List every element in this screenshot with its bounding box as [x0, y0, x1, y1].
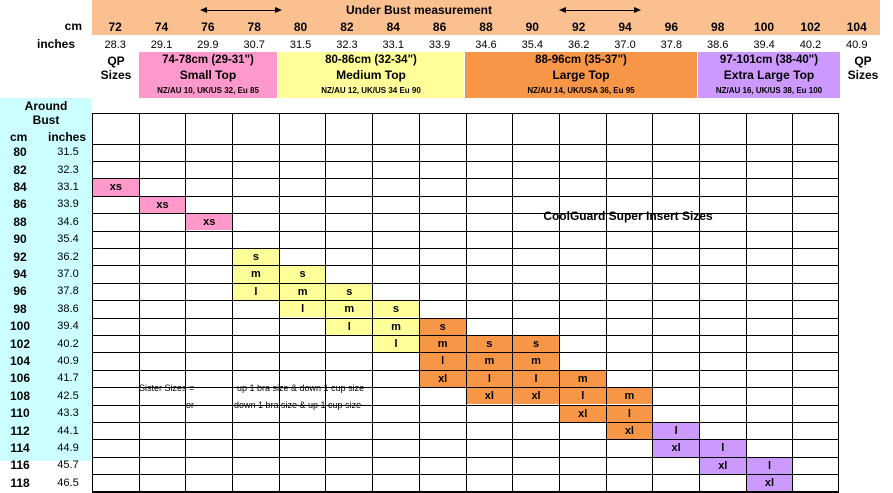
grid-vline [746, 113, 747, 492]
around-bust-inches-label: inches [48, 130, 87, 144]
grid-vline [139, 113, 140, 492]
around-bust-cm-value: 96 [13, 284, 27, 299]
grid-hline [92, 335, 839, 336]
around-bust-cm-value: 84 [13, 179, 27, 194]
under-bust-inch-value: 32.3 [336, 38, 358, 51]
around-bust-cm-label: cm [10, 130, 28, 144]
under-bust-cm-value: 88 [479, 20, 493, 34]
around-bust-inch-value: 43.3 [57, 407, 79, 420]
insert-size-mark: s [373, 301, 419, 317]
around-bust-inch-value: 44.1 [57, 424, 79, 437]
qp-label-top: QP [107, 54, 125, 68]
grid-hline [92, 474, 839, 475]
under-bust-inch-value: 28.3 [104, 38, 126, 51]
around-bust-cm-value: 102 [9, 336, 31, 351]
around-bust-cm-value: 116 [10, 458, 30, 473]
grid-vline [232, 113, 233, 492]
under-bust-title: Under Bust measurement [345, 3, 493, 17]
insert-size-mark: xs [186, 214, 232, 230]
insert-size-mark: m [326, 301, 372, 317]
under-bust-cm-value: 94 [618, 20, 632, 34]
around-bust-cm-value: 98 [13, 301, 27, 316]
grid-hline [92, 422, 839, 423]
insert-size-mark: l [280, 301, 326, 317]
insert-size-mark: m [513, 353, 559, 369]
around-bust-cm-value: 108 [9, 388, 31, 403]
around-bust-inch-value: 31.5 [57, 146, 79, 159]
under-bust-inch-value: 38.6 [707, 38, 729, 51]
insert-size-mark: xl [607, 423, 653, 439]
under-bust-cm-value: 96 [664, 20, 679, 34]
insert-size-mark: xs [140, 197, 186, 213]
sister-sizes-rule1: up 1 bra size & down 1 cup size [237, 383, 365, 393]
insert-size-mark: l [607, 406, 653, 422]
insert-size-mark: xs [93, 179, 139, 195]
around-bust-cm-value: 88 [13, 214, 27, 229]
around-bust-cm-value: 114 [10, 440, 30, 455]
insert-size-mark: m [607, 388, 653, 404]
insert-size-mark: xl [467, 388, 513, 404]
under-bust-cm-value: 72 [108, 20, 122, 34]
insert-size-mark: m [373, 319, 419, 335]
under-bust-inch-value: 31.5 [289, 38, 312, 51]
around-bust-title [0, 98, 92, 128]
around-bust-inch-value: 35.4 [57, 233, 79, 246]
under-bust-inch-value: 39.4 [753, 38, 775, 51]
insert-size-mark: xl [653, 440, 699, 456]
grid-vline [466, 113, 467, 492]
size-group-range: 97-101cm (38-40") [719, 54, 819, 66]
grid-hline [92, 352, 839, 353]
arrow-right-tail-icon [559, 7, 566, 13]
under-bust-inch-value: 40.9 [846, 38, 868, 51]
around-bust-cm-value: 92 [13, 249, 27, 264]
under-bust-cm-value: 86 [432, 20, 447, 34]
size-group-note: NZ/AU 16, UK/US 38, Eu 100 [715, 85, 823, 95]
around-bust-cm-value: 86 [13, 197, 27, 212]
grid-hline [92, 144, 839, 145]
around-bust-inch-value: 38.6 [57, 302, 79, 315]
sister-sizes-rule2: down 1 bra size & up 1 cup size [234, 400, 362, 410]
grid-hline [92, 283, 839, 284]
qp-label-bottom: Sizes [100, 68, 132, 82]
under-bust-cm-value: 76 [201, 20, 215, 34]
grid-vline [419, 113, 420, 492]
around-bust-inch-value: 37.8 [57, 285, 79, 298]
around-bust-inch-value: 37.0 [57, 267, 79, 280]
cm-row-label: cm [64, 19, 82, 33]
grid-vline [559, 113, 560, 492]
grid-hline [92, 387, 839, 388]
grid-hline [92, 231, 839, 232]
under-bust-cm-value: 90 [525, 20, 539, 34]
around-bust-inch-value: 34.6 [57, 215, 79, 228]
under-bust-cm-value: 82 [340, 20, 354, 34]
around-bust-inch-value: 33.9 [57, 198, 79, 211]
under-bust-cm-value: 102 [800, 20, 821, 34]
insert-size-mark: s [280, 266, 326, 282]
under-bust-cm-value: 78 [247, 20, 261, 34]
size-group-range: 80-86cm (32-34") [325, 54, 417, 66]
insert-size-mark: m [233, 266, 279, 282]
insert-size-mark: l [233, 284, 279, 300]
under-bust-cm-value: 80 [293, 20, 308, 34]
under-bust-cm-value: 104 [846, 20, 867, 34]
insert-size-mark: l [326, 319, 372, 335]
under-bust-inch-value: 29.1 [150, 38, 173, 51]
arrow-left-head-icon [200, 7, 207, 13]
grid-hline [92, 405, 839, 406]
grid-hline [92, 492, 839, 493]
arrow-left-line [204, 10, 278, 11]
qp-sizes-label-right [841, 52, 885, 84]
insert-size-mark: l [420, 353, 466, 369]
under-bust-inch-value: 36.2 [567, 38, 590, 51]
qp-label-top-right: QP [854, 54, 872, 68]
size-group-range: 74-78cm (29-31") [162, 54, 254, 66]
insert-sizes-title: CoolGuard Super Insert Sizes [543, 209, 713, 223]
grid-vline [792, 113, 793, 492]
grid-vline [512, 113, 513, 492]
insert-size-mark: l [373, 336, 419, 352]
insert-size-mark: m [280, 284, 326, 300]
sister-sizes-or: or [186, 400, 195, 410]
insert-size-mark: l [513, 371, 559, 387]
insert-size-mark: l [653, 423, 699, 439]
insert-size-mark: l [560, 388, 606, 404]
under-bust-cm-value: 100 [754, 20, 775, 34]
under-bust-inch-value: 37.0 [614, 38, 636, 51]
under-bust-inch-value: 33.9 [428, 38, 451, 51]
around-bust-cm-value: 90 [13, 232, 27, 247]
grid-hline [92, 178, 839, 179]
qp-label-bottom-right: Sizes [847, 68, 879, 82]
insert-size-mark: xl [700, 458, 746, 474]
grid-hline [92, 161, 839, 162]
insert-size-mark: l [747, 458, 793, 474]
around-bust-title-line2: Bust [32, 113, 60, 127]
around-bust-inch-value: 39.4 [57, 320, 79, 333]
around-bust-inch-value: 45.7 [57, 459, 79, 472]
insert-size-mark: xl [420, 371, 466, 387]
under-bust-inch-value: 40.2 [799, 38, 822, 51]
grid-hline [92, 370, 839, 371]
insert-size-mark: m [560, 371, 606, 387]
around-bust-inch-value: 42.5 [57, 389, 79, 402]
under-bust-inch-value: 34.6 [475, 38, 497, 51]
grid-hline [92, 196, 839, 197]
insert-size-mark: s [233, 249, 279, 265]
grid-vline [185, 113, 186, 492]
grid-hline [92, 318, 839, 319]
around-bust-cm-value: 80 [13, 145, 27, 160]
under-bust-inch-value: 35.4 [521, 38, 544, 51]
around-bust-title-line1: Around [24, 99, 68, 113]
arrow-left-tail-icon [275, 7, 282, 13]
around-bust-cm-value: 110 [10, 406, 30, 421]
arrow-right-head-icon [634, 7, 641, 13]
under-bust-inch-value: 37.8 [660, 38, 683, 51]
grid-vline [699, 113, 700, 492]
around-bust-cm-value: 100 [9, 319, 31, 334]
size-group-name: Medium Top [336, 67, 406, 82]
size-group-name: Extra Large Top [723, 67, 815, 82]
size-group-name: Small Top [179, 67, 237, 82]
insert-size-mark: s [326, 284, 372, 300]
insert-size-mark: l [467, 371, 513, 387]
size-group-name: Large Top [552, 67, 610, 82]
around-bust-inch-value: 40.9 [57, 354, 79, 367]
insert-size-mark: s [513, 336, 559, 352]
around-bust-cm-value: 104 [9, 353, 31, 368]
grid-hline [92, 265, 839, 266]
under-bust-cm-value: 84 [386, 20, 400, 34]
grid-hline [92, 248, 839, 249]
around-bust-inch-value: 32.3 [57, 163, 79, 176]
arrow-right-line [563, 10, 637, 11]
insert-size-mark: s [420, 319, 466, 335]
around-bust-inch-value: 40.2 [57, 337, 79, 350]
under-bust-inch-value: 29.9 [197, 38, 219, 51]
under-bust-cm-value: 74 [154, 20, 169, 34]
around-bust-inch-value: 33.1 [57, 180, 79, 193]
around-bust-cm-value: 112 [10, 423, 30, 438]
under-bust-inch-value: 30.7 [243, 38, 265, 51]
around-bust-inch-value: 44.9 [57, 441, 79, 454]
insert-size-mark: m [420, 336, 466, 352]
around-bust-cm-value: 118 [10, 475, 30, 490]
size-group-note: NZ/AU 14, UK/USA 36, Eu 95 [527, 85, 635, 95]
grid-hline [92, 300, 839, 301]
insert-size-mark: xl [513, 388, 559, 404]
around-bust-inch-value: 41.7 [57, 372, 79, 385]
insert-size-mark: m [467, 353, 513, 369]
qp-sizes-label-left [94, 52, 138, 84]
under-bust-inch-value: 33.1 [382, 38, 404, 51]
around-bust-cm-value: 94 [13, 266, 27, 281]
size-group-range: 88-96cm (35-37") [535, 54, 627, 66]
size-group-note: NZ/AU 10, UK/US 32, Eu 85 [157, 85, 259, 95]
around-bust-inch-value: 46.5 [57, 476, 79, 489]
under-bust-cm-value: 92 [571, 20, 586, 34]
insert-size-mark: xl [560, 406, 606, 422]
insert-size-mark: l [700, 440, 746, 456]
sister-sizes-label: Sister Sizes = [139, 383, 195, 393]
insert-size-mark: xl [747, 475, 793, 491]
under-bust-cm-value: 98 [711, 20, 725, 34]
around-bust-cm-value: 82 [13, 162, 27, 177]
around-bust-inch-value: 36.2 [57, 250, 79, 263]
inches-row-label: inches [36, 37, 75, 51]
insert-size-mark: s [467, 336, 513, 352]
around-bust-cm-value: 106 [9, 371, 31, 386]
size-group-note: NZ/AU 12, UK/US 34 Eu 90 [321, 85, 421, 95]
